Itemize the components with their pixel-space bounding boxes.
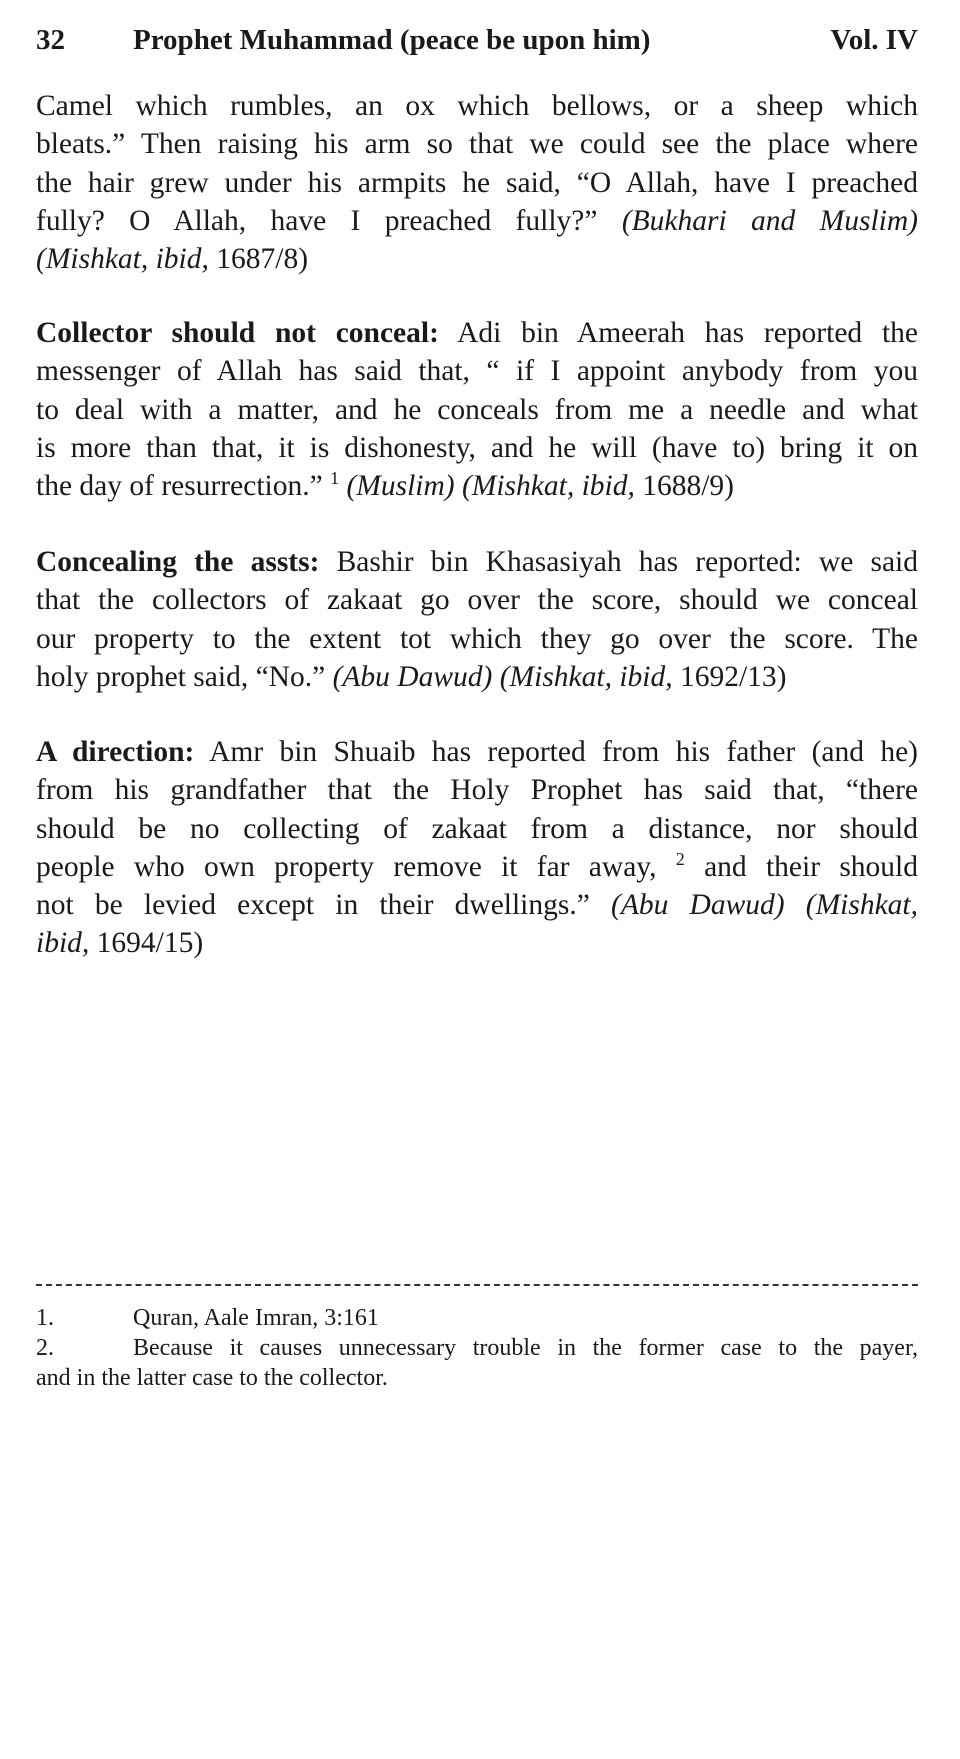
text-line	[36, 467, 918, 505]
body-text: Camel which rumbles, an ox which bellows, or a sheep which	[36, 90, 918, 122]
paragraph-1	[36, 87, 918, 278]
footnote-2	[36, 1333, 918, 1363]
citation: ibid,	[36, 927, 90, 960]
body-text: fully? O Allah, have I preached fully?”	[36, 204, 622, 237]
section-heading: Concealing the assts:	[36, 546, 320, 578]
body-text: people who own property remove it far away,	[36, 850, 676, 883]
footnote-number: 1.	[36, 1305, 54, 1331]
paragraph-concealing-the-assets	[36, 543, 918, 696]
book-title: Prophet Muhammad (peace be upon him)	[133, 24, 651, 56]
body-text: from his grandfather that the Holy Prophet has said that, “there	[36, 774, 918, 807]
text-line	[36, 848, 918, 886]
text-line	[36, 733, 918, 771]
text-line	[36, 886, 918, 924]
body-text: 1687/8)	[208, 243, 309, 276]
citation: (Mishkat, ibid,	[36, 243, 209, 276]
text-line	[36, 581, 918, 619]
body-text: the day of resurrection.”	[36, 470, 331, 503]
text-line	[36, 658, 918, 696]
body-text: our property to the extent tot which they go over the score. The	[36, 622, 918, 655]
volume-label: Vol. IV	[830, 24, 918, 56]
footnote-divider	[36, 1284, 918, 1286]
citation: (Abu Dawud) (Mishkat, ibid,	[332, 660, 673, 693]
text-line	[36, 202, 918, 240]
footnote-text: Because it causes unnecessary trouble in the former case to the payer,	[133, 1335, 918, 1361]
section-heading: A direction:	[36, 736, 195, 768]
footnote-2-continuation	[36, 1363, 918, 1393]
body-text: holy prophet said, “No.”	[36, 660, 333, 693]
text-line	[36, 314, 918, 352]
citation: (Abu Dawud) (Mishkat,	[611, 889, 918, 922]
footnote-1	[36, 1303, 918, 1333]
section-heading: Collector should not conceal:	[36, 317, 439, 349]
text-line	[36, 240, 918, 278]
footnotes	[36, 1303, 918, 1393]
footnote-ref: 2	[675, 849, 685, 870]
body-text: Bashir bin Khasasiyah has reported: we said	[319, 546, 918, 578]
body-text: 1692/13)	[672, 660, 787, 693]
paragraph-a-direction	[36, 733, 918, 963]
page-header	[36, 24, 918, 64]
body-text: Adi bin Ameerah has reported the	[438, 317, 918, 349]
text-line	[36, 429, 918, 467]
text-line	[36, 771, 918, 809]
body-text: to deal with a matter, and he conceals from me a needle and what	[36, 393, 918, 426]
citation: (Bukhari and Muslim)	[621, 204, 918, 237]
body-text: the hair grew under his armpits he said, “O Allah, have I preached	[36, 166, 918, 199]
footnote-text: Quran, Aale Imran, 3:161	[133, 1305, 379, 1331]
body-text: 1694/15)	[89, 927, 204, 960]
text-line	[36, 924, 918, 962]
text-line	[36, 87, 918, 125]
body-text: and their should	[684, 850, 918, 883]
body-text: Amr bin Shuaib has reported from his father (and he)	[194, 736, 918, 768]
body-text: that the collectors of zakaat go over the score, should we conceal	[36, 584, 918, 617]
citation: (Muslim) (Mishkat, ibid,	[339, 470, 635, 503]
footnote-text: and in the latter case to the collector.	[36, 1365, 388, 1391]
page-number: 32	[36, 24, 65, 56]
text-line	[36, 164, 918, 202]
text-line	[36, 810, 918, 848]
body-text: bleats.” Then raising his arm so that we could see the place where	[36, 128, 918, 161]
footnote-ref: 1	[330, 468, 340, 489]
footnote-number: 2.	[36, 1335, 54, 1361]
body-text: 1688/9)	[634, 470, 734, 503]
text-line	[36, 125, 918, 163]
paragraph-collector-should-not-conceal	[36, 314, 918, 505]
body-text: should be no collecting of zakaat from a distance, nor should	[36, 812, 918, 845]
text-line	[36, 620, 918, 658]
body-text: messenger of Allah has said that, “ if I appoint anybody from you	[36, 355, 918, 388]
body-text: not be levied except in their dwellings.”	[36, 889, 612, 922]
body-text: is more than that, it is dishonesty, and he will (have to) bring it on	[36, 431, 918, 464]
text-line	[36, 391, 918, 429]
text-line	[36, 543, 918, 581]
text-line	[36, 352, 918, 390]
